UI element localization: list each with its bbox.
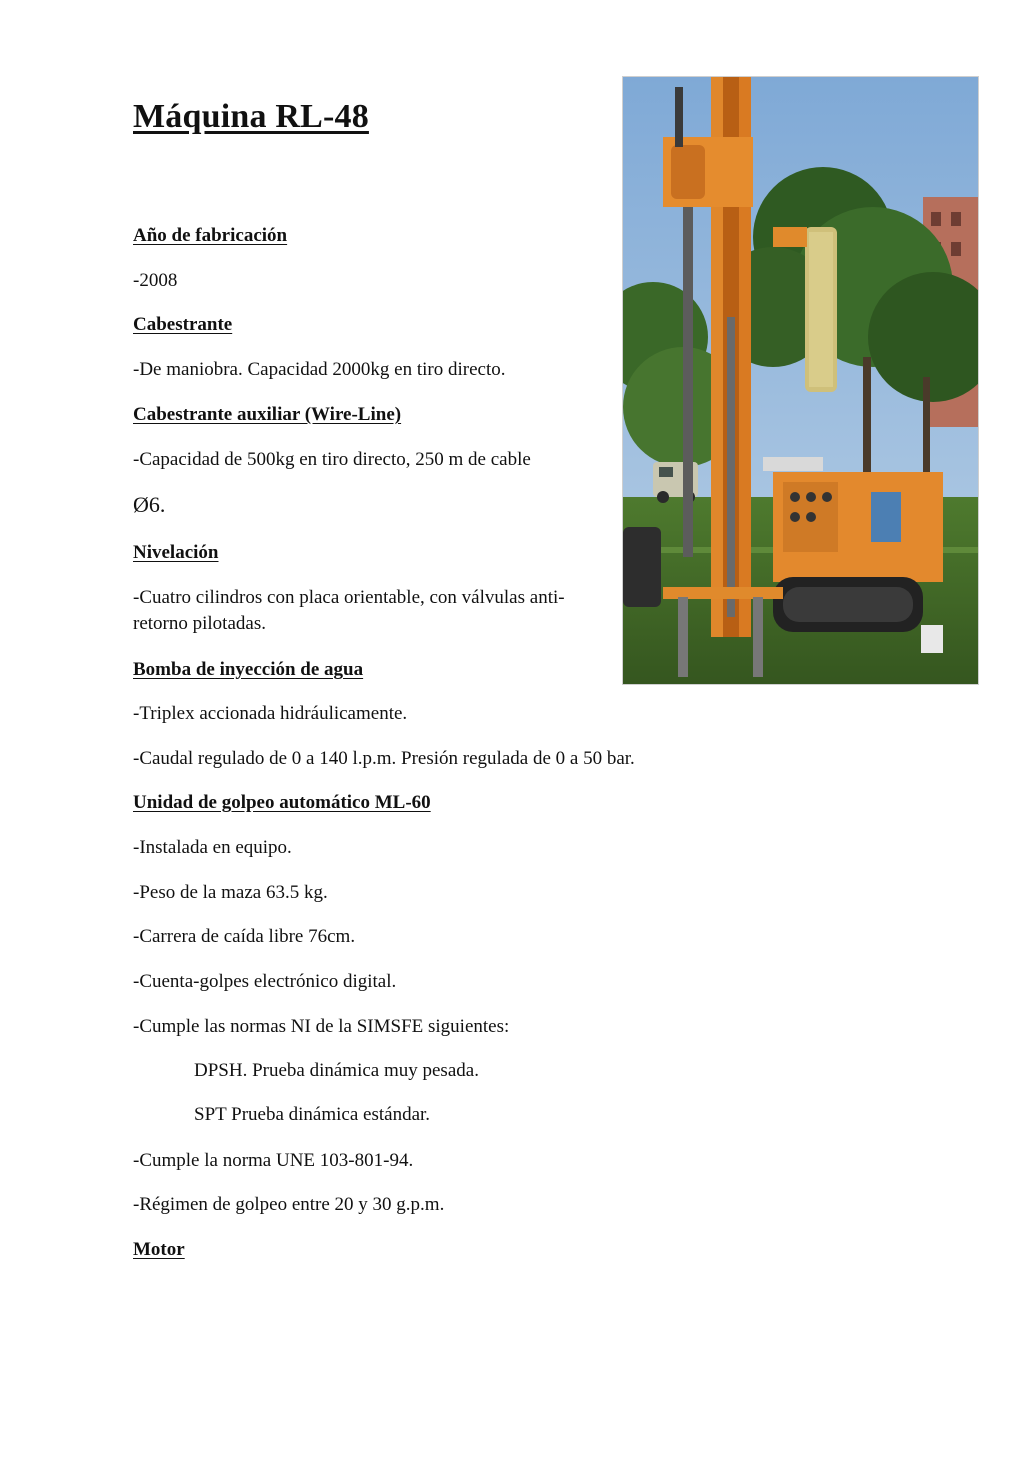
winch-line: -De maniobra. Capacidad 2000kg en tiro directo. — [133, 359, 506, 380]
leveling-line-1: -Cuatro cilindros con placa orientable, con válvulas anti- — [133, 587, 565, 608]
pump-line-2: -Caudal regulado de 0 a 140 l.p.m. Presión regulada de 0 a 50 bar. — [133, 748, 635, 769]
aux-winch-line-1: -Capacidad de 500kg en tiro directo, 250 m de cable — [133, 449, 531, 470]
leveling-line-2: retorno pilotadas. — [133, 613, 266, 634]
aux-winch-line-2: Ø6. — [133, 492, 166, 517]
heading-aux-winch: Cabestrante auxiliar (Wire-Line) — [133, 404, 402, 425]
hammer-line-9: -Régimen de golpeo entre 20 y 30 g.p.m. — [133, 1194, 445, 1215]
hammer-line-2: -Peso de la maza 63.5 kg. — [133, 882, 328, 903]
hammer-line-8: -Cumple la norma UNE 103-801-94. — [133, 1150, 414, 1171]
hammer-line-3: -Carrera de caída libre 76cm. — [133, 926, 356, 947]
heading-motor: Motor — [133, 1239, 185, 1260]
hammer-norm-dpsh: DPSH. Prueba dinámica muy pesada. — [194, 1060, 479, 1081]
heading-year: Año de fabricación — [133, 225, 288, 246]
hammer-norm-spt: SPT Prueba dinámica estándar. — [194, 1104, 431, 1125]
heading-leveling: Nivelación — [133, 542, 219, 563]
drilling-rig-photo — [622, 76, 979, 685]
hammer-line-1: -Instalada en equipo. — [133, 837, 292, 858]
hammer-line-4: -Cuenta-golpes electrónico digital. — [133, 971, 397, 992]
heading-pump: Bomba de inyección de agua — [133, 659, 364, 680]
heading-winch: Cabestrante — [133, 314, 233, 335]
year-value: -2008 — [133, 270, 178, 291]
pump-line-1: -Triplex accionada hidráulicamente. — [133, 703, 408, 724]
heading-hammer: Unidad de golpeo automático ML-60 — [133, 792, 431, 813]
hammer-line-5: -Cumple las normas NI de la SIMSFE siguientes: — [133, 1016, 510, 1037]
page-title: Máquina RL-48 — [133, 98, 369, 135]
